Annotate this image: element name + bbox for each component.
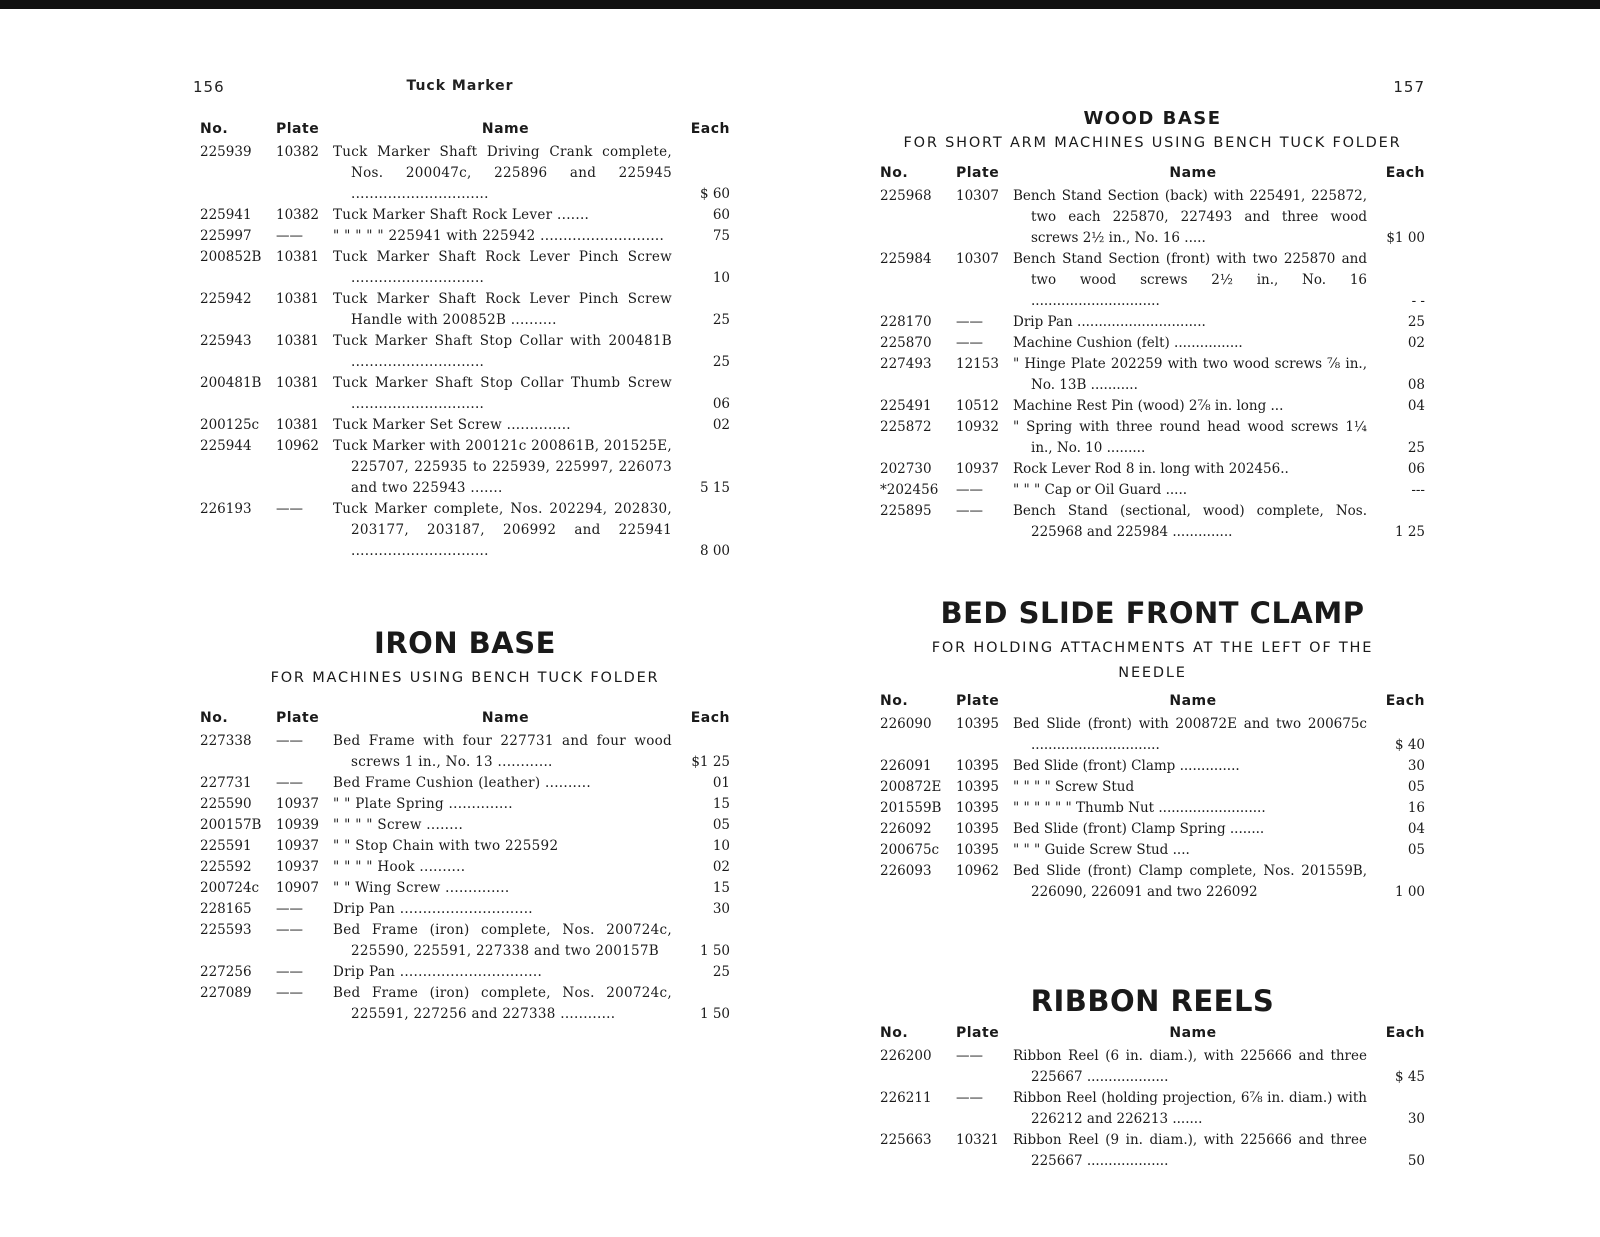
price-each: 30	[1407, 758, 1425, 774]
part-number: 227338	[200, 733, 252, 749]
table-row	[200, 436, 730, 499]
header-plate: Plate	[956, 693, 1000, 709]
plate-number: ——	[276, 922, 303, 938]
plate-number: 10381	[276, 417, 319, 433]
section-subtitle: FOR MACHINES USING BENCH TUCK FOLDER	[270, 670, 660, 686]
part-name-cell	[1013, 798, 1373, 819]
table-row	[200, 142, 730, 205]
header-name: Name	[481, 121, 530, 137]
plate-number: 10381	[276, 333, 319, 349]
part-name-cell	[333, 226, 678, 247]
part-name-cell	[333, 373, 678, 415]
section-title: RIBBON REELS	[1030, 984, 1275, 1018]
part-name-cell	[1013, 501, 1373, 543]
price-each: 1 50	[699, 943, 730, 959]
part-number: 226091	[880, 758, 932, 774]
part-number: 225943	[200, 333, 252, 349]
part-name: Tuck Marker Shaft Stop Collar Thumb Screw .............................	[333, 375, 672, 412]
part-name: " " " " Screw Stud	[1013, 779, 1135, 795]
price-each: $1 00	[1386, 230, 1425, 246]
header-each: Each	[690, 710, 730, 726]
section-title: WOOD BASE	[1083, 108, 1222, 129]
part-name: Ribbon Reel (holding projection, 6⅞ in. diam.) with 226212 and 226213 .......	[1013, 1090, 1367, 1127]
part-number: 225895	[880, 503, 932, 519]
plate-number: 10937	[276, 859, 319, 875]
part-number: 225590	[200, 796, 252, 812]
table-row	[200, 226, 730, 247]
price-each: 04	[1407, 821, 1425, 837]
table-row	[200, 289, 730, 331]
plate-number: 12153	[956, 356, 999, 372]
part-number: 228165	[200, 901, 252, 917]
part-number: 202730	[880, 461, 932, 477]
table-row	[880, 756, 1425, 777]
part-number: 225968	[880, 188, 932, 204]
part-name-cell	[333, 142, 678, 205]
plate-number: 10395	[956, 821, 999, 837]
part-name: Tuck Marker Shaft Driving Crank complete, Nos. 200047c, 225896 and 225945 ..............................	[333, 144, 672, 202]
part-name: Bed Frame (iron) complete, Nos. 200724c, 225591, 227256 and 227338 ............	[333, 985, 672, 1022]
table-row	[880, 333, 1425, 354]
table-row	[880, 354, 1425, 396]
part-name: Bed Frame Cushion (leather) ..........	[333, 775, 591, 791]
price-each: $ 60	[699, 186, 730, 202]
table-row	[880, 840, 1425, 861]
part-name: Drip Pan .............................	[333, 901, 533, 917]
header-name: Name	[481, 710, 530, 726]
part-name: Bed Frame (iron) complete, Nos. 200724c, 225590, 225591, 227338 and two 200157B	[333, 922, 672, 959]
part-number: 225944	[200, 438, 252, 454]
header-each: Each	[690, 121, 730, 137]
part-name-cell	[333, 205, 678, 226]
top-border	[0, 0, 1600, 9]
plate-number: 10395	[956, 800, 999, 816]
part-name: Bed Slide (front) Clamp ..............	[1013, 758, 1240, 774]
table-row	[880, 249, 1425, 312]
part-name-cell	[333, 794, 678, 815]
plate-number: ——	[276, 228, 303, 244]
part-name-cell	[333, 962, 678, 983]
section-title: BED SLIDE FRONT CLAMP	[940, 596, 1365, 630]
part-number: 200852B	[200, 249, 262, 265]
header-plate: Plate	[956, 1025, 1000, 1041]
part-name: Drip Pan ...............................	[333, 964, 543, 980]
part-number: 227731	[200, 775, 252, 791]
part-name: " " " " Screw ........	[333, 817, 464, 833]
price-each: 02	[1407, 335, 1425, 351]
wood-base-section	[880, 108, 1425, 543]
plate-number: ——	[956, 1048, 983, 1064]
part-number: 225491	[880, 398, 932, 414]
price-each: 25	[712, 964, 730, 980]
part-name: " " Plate Spring ..............	[333, 796, 513, 812]
table-row	[880, 798, 1425, 819]
table-row	[880, 396, 1425, 417]
header-plate: Plate	[276, 121, 320, 137]
table-row	[880, 459, 1425, 480]
part-number: 226092	[880, 821, 932, 837]
plate-number: 10937	[276, 838, 319, 854]
price-each: 8 00	[699, 543, 730, 559]
plate-number: 10382	[276, 144, 319, 160]
part-number: 226093	[880, 863, 932, 879]
part-name: " " " " Hook ..........	[333, 859, 466, 875]
price-each: 16	[1407, 800, 1425, 816]
table-row	[880, 1046, 1425, 1088]
part-name-cell	[333, 499, 678, 562]
price-each: 1 50	[699, 1006, 730, 1022]
price-each: 10	[712, 270, 730, 286]
table-row	[200, 983, 730, 1025]
part-name: Bed Slide (front) Clamp complete, Nos. 201559B, 226090, 226091 and two 226092	[1013, 863, 1367, 900]
part-name-cell	[1013, 1088, 1373, 1130]
part-number: 227089	[200, 985, 252, 1001]
part-name-cell	[1013, 396, 1373, 417]
header-each: Each	[1385, 693, 1425, 709]
plate-number: 10907	[276, 880, 319, 896]
price-each: 25	[712, 354, 730, 370]
price-each: 08	[1407, 377, 1425, 393]
plate-number: ——	[956, 482, 983, 498]
table-row	[880, 312, 1425, 333]
part-number: 227256	[200, 964, 252, 980]
table-row	[200, 247, 730, 289]
part-number: 200724c	[200, 880, 260, 896]
part-number: 225939	[200, 144, 252, 160]
table-row	[200, 857, 730, 878]
price-each: 30	[1407, 1111, 1425, 1127]
plate-number: ——	[276, 775, 303, 791]
price-each: 60	[712, 207, 730, 223]
part-name-cell	[1013, 819, 1373, 840]
part-name: Bench Stand Section (front) with two 225870 and two wood screws 2½ in., No. 16 ..............................	[1013, 251, 1367, 309]
plate-number: 10395	[956, 779, 999, 795]
header-plate: Plate	[956, 165, 1000, 181]
part-name-cell	[1013, 354, 1373, 396]
price-each: 06	[1407, 461, 1425, 477]
part-name: Bench Stand Section (back) with 225491, 225872, two each 225870, 227493 and three wood screws 2½ in., No. 16 .....	[1013, 188, 1367, 246]
part-name: Tuck Marker complete, Nos. 202294, 202830, 203177, 203187, 206992 and 225941 ..............................	[333, 501, 672, 559]
plate-number: ——	[276, 733, 303, 749]
price-each: 15	[712, 796, 730, 812]
header-no: No.	[200, 710, 229, 726]
price-each: 5 15	[699, 480, 730, 496]
header-each: Each	[1385, 1025, 1425, 1041]
part-number: 226211	[880, 1090, 932, 1106]
part-name-cell	[333, 815, 678, 836]
part-name-cell	[1013, 186, 1373, 249]
price-each: 15	[712, 880, 730, 896]
price-each: 25	[712, 312, 730, 328]
table-row	[200, 373, 730, 415]
plate-number: 10939	[276, 817, 319, 833]
part-number: 225872	[880, 419, 932, 435]
part-name-cell	[333, 247, 678, 289]
plate-number: ——	[956, 335, 983, 351]
part-name-cell	[1013, 756, 1373, 777]
part-name-cell	[333, 436, 678, 499]
part-number: 200157B	[200, 817, 262, 833]
part-name: Rock Lever Rod 8 in. long with 202456..	[1013, 461, 1289, 477]
part-number: 226193	[200, 501, 252, 517]
table-row	[880, 861, 1425, 903]
price-each: 1 00	[1394, 884, 1425, 900]
part-name-cell	[1013, 777, 1373, 798]
part-number: 200481B	[200, 375, 262, 391]
part-name-cell	[1013, 1130, 1373, 1172]
part-number: 226200	[880, 1048, 932, 1064]
part-name: " " " " " 225941 with 225942 ...........................	[333, 228, 665, 244]
plate-number: 10321	[956, 1132, 999, 1148]
plate-number: 10962	[276, 438, 319, 454]
part-name-cell	[1013, 417, 1373, 459]
part-name: " Spring with three round head wood screws 1¼ in., No. 10 .........	[1013, 419, 1367, 456]
price-each: 01	[712, 775, 730, 791]
plate-number: 10395	[956, 842, 999, 858]
ribbon-reels-section	[880, 984, 1425, 1172]
plate-number: 10382	[276, 207, 319, 223]
table-row	[880, 186, 1425, 249]
plate-number: 10381	[276, 375, 319, 391]
price-each: $ 45	[1394, 1069, 1425, 1085]
plate-number: ——	[276, 501, 303, 517]
table-row	[200, 731, 730, 773]
part-name-cell	[333, 857, 678, 878]
part-name-cell	[1013, 312, 1373, 333]
table-row	[200, 836, 730, 857]
part-name-cell	[1013, 480, 1373, 501]
part-name-cell	[333, 878, 678, 899]
price-each: 50	[1407, 1153, 1425, 1169]
header-name: Name	[1169, 1025, 1217, 1041]
plate-number: 10962	[956, 863, 999, 879]
part-name: Tuck Marker Shaft Rock Lever Pinch Screw .............................	[333, 249, 672, 286]
table-row	[880, 480, 1425, 501]
part-number: 225984	[880, 251, 932, 267]
part-number: 225592	[200, 859, 252, 875]
part-number: 227493	[880, 356, 932, 372]
part-number: 200675c	[880, 842, 940, 858]
table-row	[880, 417, 1425, 459]
price-each: 06	[712, 396, 730, 412]
part-name-cell	[333, 983, 678, 1025]
part-name: Tuck Marker Shaft Rock Lever Pinch Screw Handle with 200852B ..........	[333, 291, 672, 328]
plate-number: ——	[276, 901, 303, 917]
part-number: 225870	[880, 335, 932, 351]
table-row	[200, 899, 730, 920]
plate-number: 10381	[276, 249, 319, 265]
section-title: IRON BASE	[374, 626, 556, 660]
header-no: No.	[880, 693, 909, 709]
part-name-cell	[333, 773, 678, 794]
table-row	[880, 714, 1425, 756]
table-row	[200, 920, 730, 962]
plate-number: 10395	[956, 758, 999, 774]
part-name-cell	[1013, 840, 1373, 861]
part-name-cell	[1013, 333, 1373, 354]
part-name: Tuck Marker Shaft Stop Collar with 200481B .............................	[333, 333, 672, 370]
part-name: Bed Frame with four 227731 and four wood screws 1 in., No. 13 ............	[333, 733, 672, 770]
iron-base-section	[200, 626, 730, 1025]
part-name-cell	[333, 415, 678, 436]
ribbon-reels-rows	[880, 1046, 1425, 1172]
table-row	[200, 878, 730, 899]
table-header-row	[200, 705, 730, 731]
price-each: 05	[1407, 842, 1425, 858]
part-name: " " " Cap or Oil Guard .....	[1013, 482, 1188, 498]
price-each: 25	[1407, 440, 1425, 456]
plate-number: ——	[956, 314, 983, 330]
price-each: 25	[1407, 314, 1425, 330]
tuck-marker-table	[200, 116, 730, 562]
table-row	[200, 962, 730, 983]
wood-base-rows	[880, 186, 1425, 543]
page-number: 156	[193, 78, 225, 96]
part-name-cell	[333, 836, 678, 857]
part-name: " " Stop Chain with two 225592	[333, 838, 559, 854]
header-no: No.	[880, 1025, 909, 1041]
part-name: Bench Stand (sectional, wood) complete, Nos. 225968 and 225984 ..............	[1013, 503, 1367, 540]
part-name-cell	[333, 899, 678, 920]
part-name-cell	[333, 920, 678, 962]
wood-base-table	[880, 160, 1425, 543]
ribbon-reels-table	[880, 1020, 1425, 1172]
part-name: Bed Slide (front) Clamp Spring ........	[1013, 821, 1265, 837]
table-row	[200, 499, 730, 562]
price-each: 04	[1407, 398, 1425, 414]
price-each: 75	[712, 228, 730, 244]
part-name: Tuck Marker Set Screw ..............	[333, 417, 571, 433]
part-name-cell	[333, 731, 678, 773]
price-each: 05	[712, 817, 730, 833]
price-each: $ 40	[1394, 737, 1425, 753]
part-number: 225593	[200, 922, 252, 938]
tuck-marker-section	[200, 116, 730, 562]
part-name: " " " " " " Thumb Nut .........................	[1013, 800, 1266, 816]
plate-number: 10937	[276, 796, 319, 812]
price-each: ---	[1411, 482, 1425, 498]
part-name: Tuck Marker Shaft Rock Lever .......	[333, 207, 590, 223]
price-each: 30	[712, 901, 730, 917]
price-each: 05	[1407, 779, 1425, 795]
header-plate: Plate	[276, 710, 320, 726]
table-row	[880, 501, 1425, 543]
plate-number: 10937	[956, 461, 999, 477]
part-number: 225942	[200, 291, 252, 307]
price-each: 02	[712, 417, 730, 433]
part-name-cell	[333, 289, 678, 331]
table-row	[880, 1130, 1425, 1172]
header-each: Each	[1385, 165, 1425, 181]
plate-number: 10512	[956, 398, 999, 414]
part-name: " Hinge Plate 202259 with two wood screws ⅞ in., No. 13B ...........	[1013, 356, 1367, 393]
part-number: *202456	[880, 482, 939, 498]
tuck-marker-rows	[200, 142, 730, 562]
bed-slide-rows	[880, 714, 1425, 903]
part-number: 200872E	[880, 779, 942, 795]
plate-number: ——	[276, 985, 303, 1001]
table-row	[200, 205, 730, 226]
part-number: 225663	[880, 1132, 932, 1148]
table-header-row	[880, 1020, 1425, 1046]
part-name: " " " Guide Screw Stud ....	[1013, 842, 1190, 858]
header-no: No.	[200, 121, 229, 137]
table-row	[880, 1088, 1425, 1130]
price-each: $1 25	[691, 754, 730, 770]
plate-number: 10307	[956, 188, 999, 204]
table-row	[200, 415, 730, 436]
bed-slide-section	[880, 596, 1425, 903]
plate-number: 10381	[276, 291, 319, 307]
price-each: 1 25	[1394, 524, 1425, 540]
part-number: 201559B	[880, 800, 942, 816]
header-no: No.	[880, 165, 909, 181]
table-row	[200, 815, 730, 836]
part-name-cell	[1013, 459, 1373, 480]
part-number: 225591	[200, 838, 252, 854]
part-number: 225997	[200, 228, 252, 244]
part-name: Tuck Marker with 200121c 200861B, 201525E, 225707, 225935 to 225939, 225997, 226073 and two 225943 .......	[333, 438, 672, 496]
price-each: 10	[712, 838, 730, 854]
plate-number: ——	[276, 964, 303, 980]
part-name-cell	[1013, 714, 1373, 756]
part-number: 225941	[200, 207, 252, 223]
price-each: - -	[1411, 293, 1425, 309]
running-head: Tuck Marker	[406, 78, 514, 94]
part-number: 228170	[880, 314, 932, 330]
iron-base-table	[200, 705, 730, 1025]
plate-number: 10395	[956, 716, 999, 732]
part-name-cell	[1013, 249, 1373, 312]
part-number: 226090	[880, 716, 932, 732]
part-name: Machine Cushion (felt) ................	[1013, 335, 1243, 351]
part-name: Bed Slide (front) with 200872E and two 200675c ..............................	[1013, 716, 1367, 753]
part-name-cell	[333, 331, 678, 373]
plate-number: 10932	[956, 419, 999, 435]
price-each: 02	[712, 859, 730, 875]
table-header-row	[880, 160, 1425, 186]
plate-number: ——	[956, 503, 983, 519]
table-row	[200, 773, 730, 794]
table-row	[200, 331, 730, 373]
header-name: Name	[1169, 693, 1217, 709]
bed-slide-table	[880, 688, 1425, 903]
part-number: 200125c	[200, 417, 260, 433]
part-name: Drip Pan ..............................	[1013, 314, 1206, 330]
part-name: Ribbon Reel (9 in. diam.), with 225666 and three 225667 ...................	[1013, 1132, 1367, 1169]
table-row	[880, 819, 1425, 840]
part-name-cell	[1013, 1046, 1373, 1088]
section-subtitle: FOR SHORT ARM MACHINES USING BENCH TUCK FOLDER	[903, 135, 1402, 151]
iron-base-rows	[200, 731, 730, 1025]
plate-number: 10307	[956, 251, 999, 267]
table-header-row	[880, 688, 1425, 714]
table-row	[880, 777, 1425, 798]
section-subtitle: FOR HOLDING ATTACHMENTS AT THE LEFT OF THE NEEDLE	[931, 640, 1374, 681]
table-header-row	[200, 116, 730, 142]
table-row	[200, 794, 730, 815]
header-name: Name	[1169, 165, 1217, 181]
part-name: Ribbon Reel (6 in. diam.), with 225666 and three 225667 ...................	[1013, 1048, 1367, 1085]
plate-number: ——	[956, 1090, 983, 1106]
part-name: Machine Rest Pin (wood) 2⅞ in. long ...	[1013, 398, 1284, 414]
page-number: 157	[1393, 78, 1425, 96]
part-name-cell	[1013, 861, 1373, 903]
part-name: " " Wing Screw ..............	[333, 880, 510, 896]
